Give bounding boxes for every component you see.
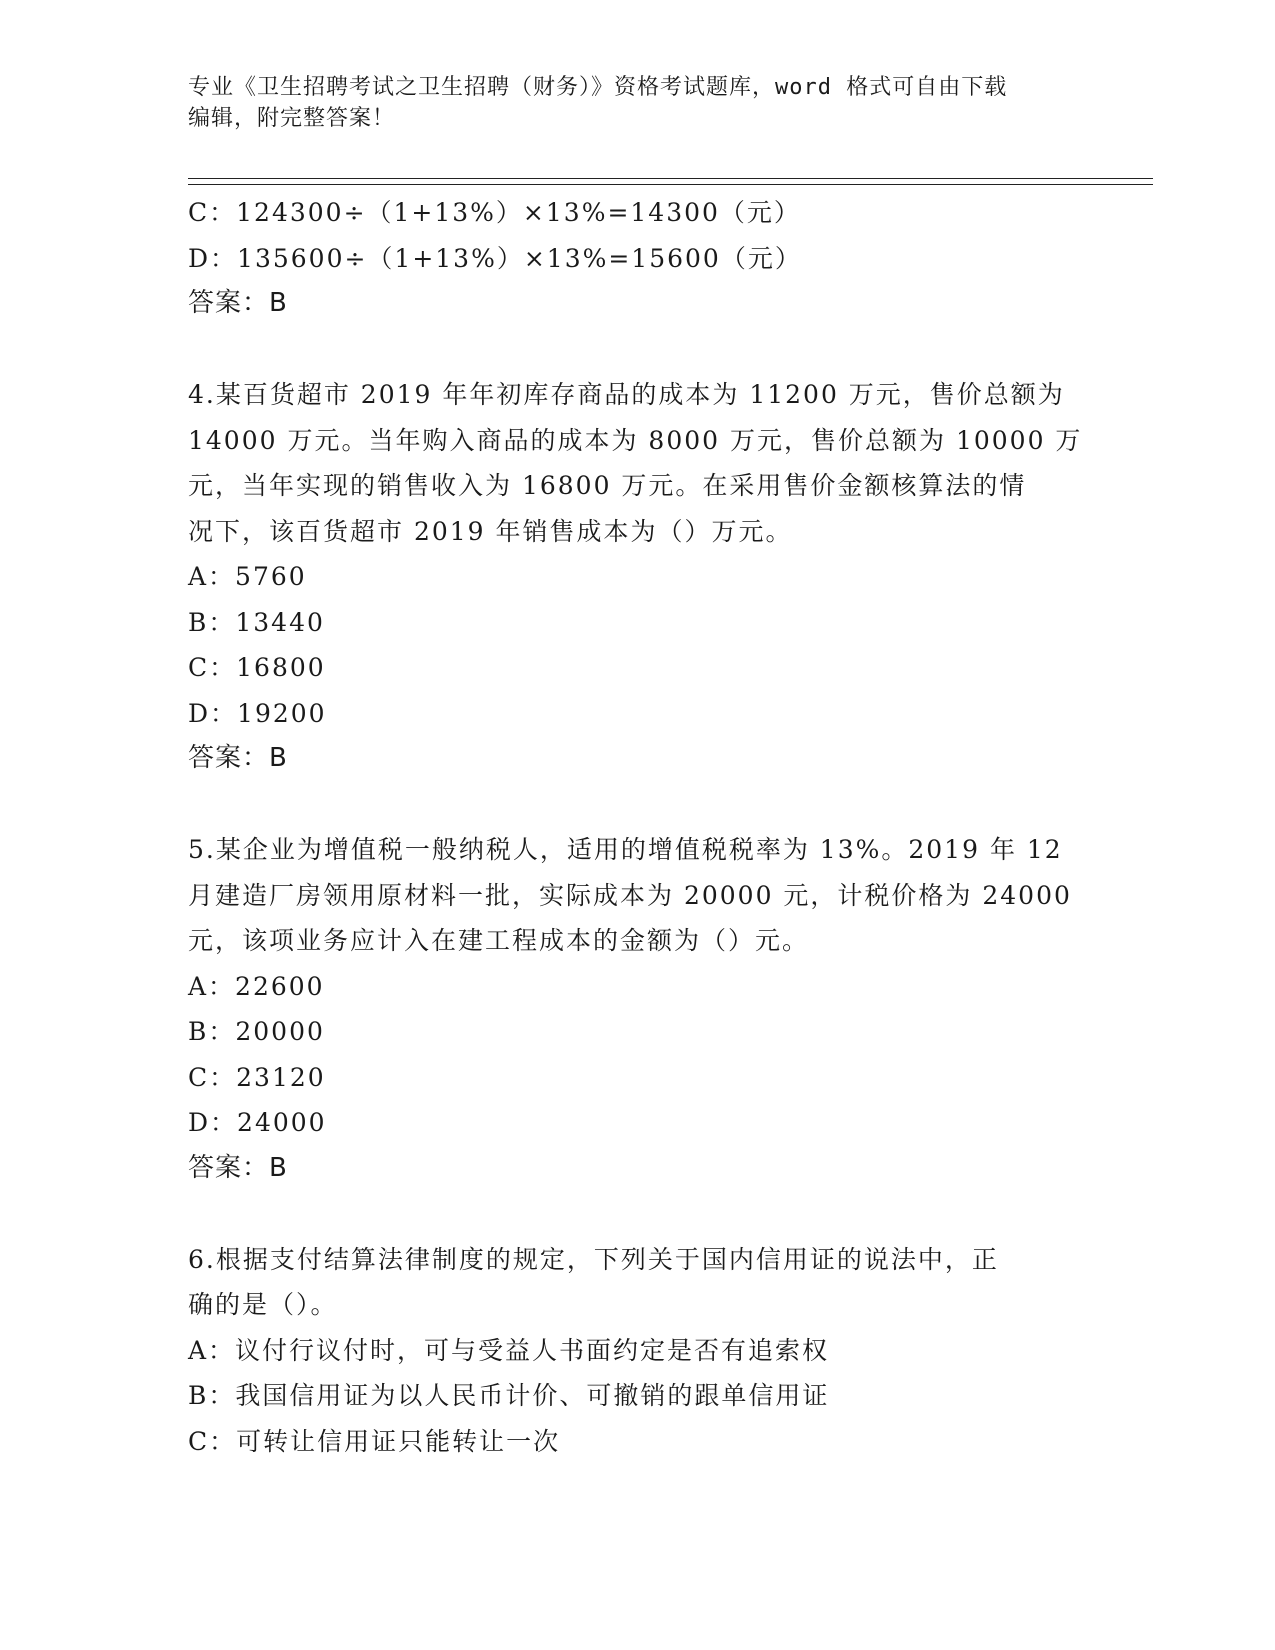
option-d: D：135600÷（1+13%）×13%=15600（元） [188, 243, 802, 273]
question-text-line: 4.某百货超市 2019 年年初库存商品的成本为 11200 万元，售价总额为 [188, 380, 1065, 409]
spacer [188, 782, 1088, 828]
header-line-2: 编辑，附完整答案！ [188, 106, 396, 131]
question-text-line: 确的是（）。 [188, 1290, 338, 1319]
answer: 答案：B [188, 288, 288, 318]
header-line-1: 专业《卫生招聘考试之卫生招聘（财务）》资格考试题库，word 格式可自由下载 [188, 75, 1008, 100]
question-text-line: 5.某企业为增值税一般纳税人，适用的增值税税率为 13%。2019 年 12 [188, 835, 1063, 864]
option-c: C：16800 [188, 653, 326, 682]
option-c: C：可转让信用证只能转让一次 [188, 1426, 561, 1456]
question-6 [188, 1237, 1088, 1465]
answer: 答案：B [188, 1152, 288, 1183]
option-b: B：20000 [188, 1017, 325, 1046]
page-header [188, 72, 1068, 134]
answer: 答案：B [188, 743, 288, 773]
question-5 [188, 827, 1088, 1191]
question-3-tail [188, 190, 1088, 327]
question-text-line: 6.根据支付结算法律制度的规定，下列关于国内信用证的说法中，正 [188, 1244, 999, 1274]
question-content [188, 190, 1088, 1464]
question-text-line: 元，该项业务应计入在建工程成本的金额为（）元。 [188, 926, 810, 955]
option-a: A：5760 [188, 562, 307, 591]
question-text-line: 14000 万元。当年购入商品的成本为 8000 万元，售价总额为 10000 万 [188, 425, 1083, 455]
spacer [188, 327, 1088, 373]
option-a: A：议付行议付时，可与受益人书面约定是否有追索权 [188, 1335, 830, 1365]
spacer [188, 1191, 1088, 1237]
header-divider-bottom [188, 184, 1153, 185]
option-d: D：24000 [188, 1108, 327, 1137]
header-divider-top [188, 178, 1153, 179]
question-text-line: 元，当年实现的销售收入为 16800 万元。在采用售价金额核算法的情 [188, 471, 1027, 500]
question-4 [188, 372, 1088, 782]
question-text-line: 况下，该百货超市 2019 年销售成本为（）万元。 [188, 516, 793, 546]
option-b: B：13440 [188, 607, 325, 637]
option-c: C：23120 [188, 1062, 326, 1092]
option-a: A：22600 [188, 971, 325, 1001]
option-d: D：19200 [188, 698, 327, 728]
option-c: C：124300÷（1+13%）×13%=14300（元） [188, 198, 801, 227]
option-b: B：我国信用证为以人民币计价、可撤销的跟单信用证 [188, 1381, 830, 1410]
question-text-line: 月建造厂房领用原材料一批，实际成本为 20000 元，计税价格为 24000 [188, 880, 1072, 910]
